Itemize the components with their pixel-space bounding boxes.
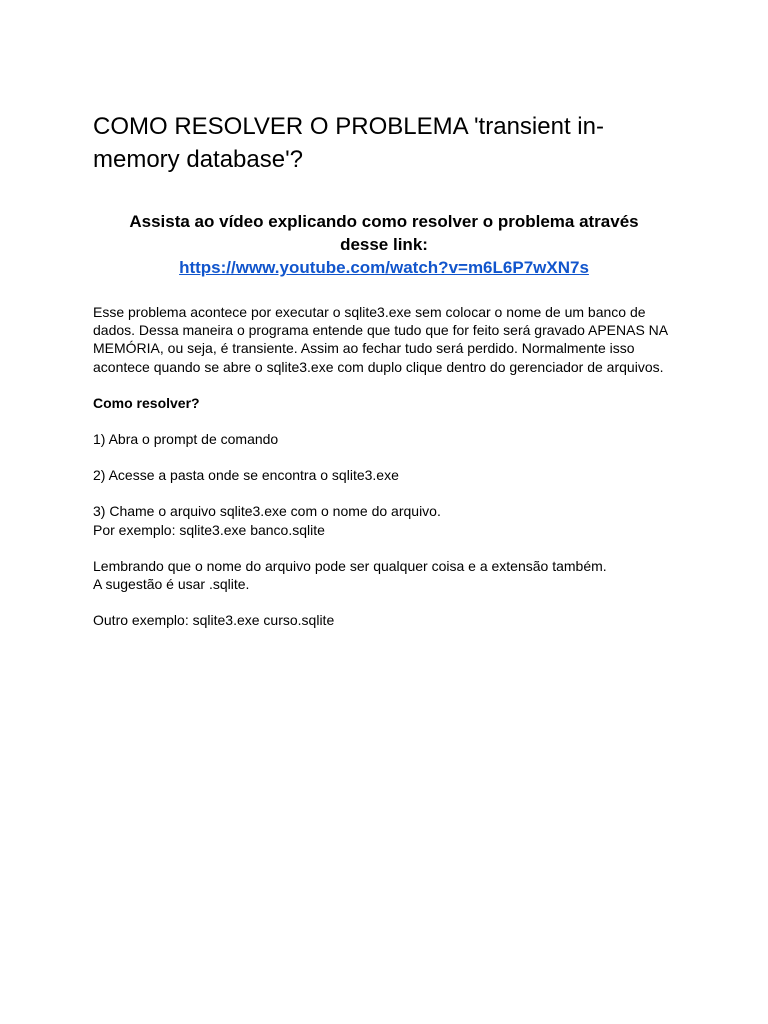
how-to-heading: Como resolver?: [93, 394, 200, 411]
other-example: Outro exemplo: sqlite3.exe curso.sqlite: [93, 612, 335, 629]
step-3-example: Por exemplo: sqlite3.exe banco.sqlite: [93, 521, 325, 538]
document-title: COMO RESOLVER O PROBLEMA 'transient in-memory database'?: [93, 113, 604, 173]
youtube-link[interactable]: https://www.youtube.com/watch?v=m6L6P7wXN7s: [179, 258, 589, 277]
step-3-text: 3) Chame o arquivo sqlite3.exe com o nome do arquivo.: [93, 503, 441, 520]
step-2: 2) Acesse a pasta onde se encontra o sqlite3.exe: [93, 467, 399, 484]
video-intro: [93, 210, 675, 279]
note-line-1: Lembrando que o nome do arquivo pode ser qualquer coisa e a extensão também.: [93, 557, 607, 574]
video-intro-line-1: Assista ao vídeo explicando como resolver o problema através: [129, 212, 639, 231]
step-1: 1) Abra o prompt de comando: [93, 431, 279, 448]
step-3: [93, 502, 675, 538]
intro-paragraph: Esse problema acontece por executar o sqlite3.exe sem colocar o nome de um banco de dados. Dessa maneira o programa entende que tudo que for feito será gravado APENAS NA MEMÓRIA, ou seja, é transiente. Assim ao fechar tudo será perdido. Normalmente isso acontece quando se abre o sqlite3.exe com duplo clique dentro do gerenciador de arquivos.: [93, 304, 668, 375]
note-paragraph: [93, 557, 675, 593]
video-intro-line-2: desse link:: [340, 235, 428, 254]
note-line-2: A sugestão é usar .sqlite.: [93, 576, 250, 593]
